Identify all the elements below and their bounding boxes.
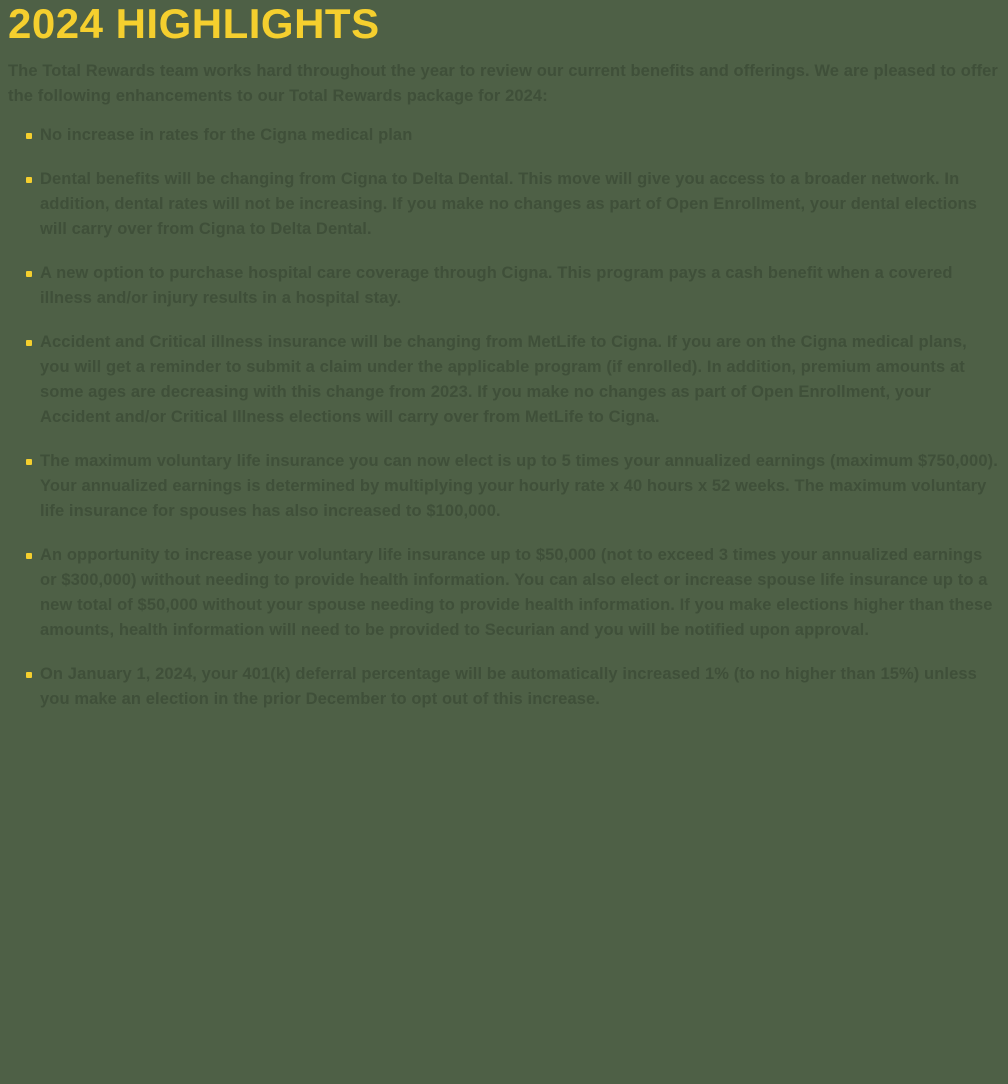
bullet-icon: [26, 459, 32, 465]
list-item-text: An opportunity to increase your voluntary life insurance up to $50,000 (not to exceed 3 times your annualized earnings or $300,000) without needing to provide health information. You can also elect or increase spouse life insurance up to a new total of $50,000 without your spouse needing to provide health information. If you make elections higher than these amounts, health information will need to be provided to Securian and you will be notified upon approval.: [40, 546, 993, 639]
list-item-text: Accident and Critical illness insurance will be changing from MetLife to Cigna. If you are on the Cigna medical plans, you will get a reminder to submit a claim under the applicable program (if enrolled). In addition, premium amounts at some ages are decreasing with this change from 2023. If you make no changes as part of Open Enrollment, your Accident and/or Critical Illness elections will carry over from MetLife to Cigna.: [40, 333, 967, 426]
list-item-text: No increase in rates for the Cigna medical plan: [40, 126, 413, 144]
highlights-list: [4, 123, 1004, 712]
list-item: [26, 123, 1004, 148]
list-item-text: On January 1, 2024, your 401(k) deferral percentage will be automatically increased 1% (to no higher than 15%) unless you make an election in the prior December to opt out of this increase.: [40, 665, 977, 708]
intro-paragraph: The Total Rewards team works hard throughout the year to review our current benefits and offerings. We are pleased to offer the following enhancements to our Total Rewards package for 2024:: [8, 62, 998, 105]
list-item-text: Dental benefits will be changing from Cigna to Delta Dental. This move will give you access to a broader network. In addition, dental rates will not be increasing. If you make no changes as part of Open Enrollment, your dental elections will carry over from Cigna to Delta Dental.: [40, 170, 977, 238]
bullet-icon: [26, 553, 32, 559]
bullet-icon: [26, 672, 32, 678]
list-item: [26, 662, 1004, 712]
list-item: [26, 261, 1004, 311]
list-item-text: A new option to purchase hospital care coverage through Cigna. This program pays a cash benefit when a covered illness and/or injury results in a hospital stay.: [40, 264, 953, 307]
list-item: [26, 543, 1004, 643]
page-title: 2024 HIGHLIGHTS: [8, 0, 380, 47]
list-item: [26, 330, 1004, 430]
bullet-icon: [26, 133, 32, 139]
list-item: [26, 167, 1004, 242]
list-item: [26, 449, 1004, 524]
bullet-icon: [26, 177, 32, 183]
bullet-icon: [26, 340, 32, 346]
list-item-text: The maximum voluntary life insurance you can now elect is up to 5 times your annualized earnings (maximum $750,000). Your annualized earnings is determined by multiplying your hourly rate x 40 hours x 52 weeks. The maximum voluntary life insurance for spouses has also increased to $100,000.: [40, 452, 998, 520]
bullet-icon: [26, 271, 32, 277]
